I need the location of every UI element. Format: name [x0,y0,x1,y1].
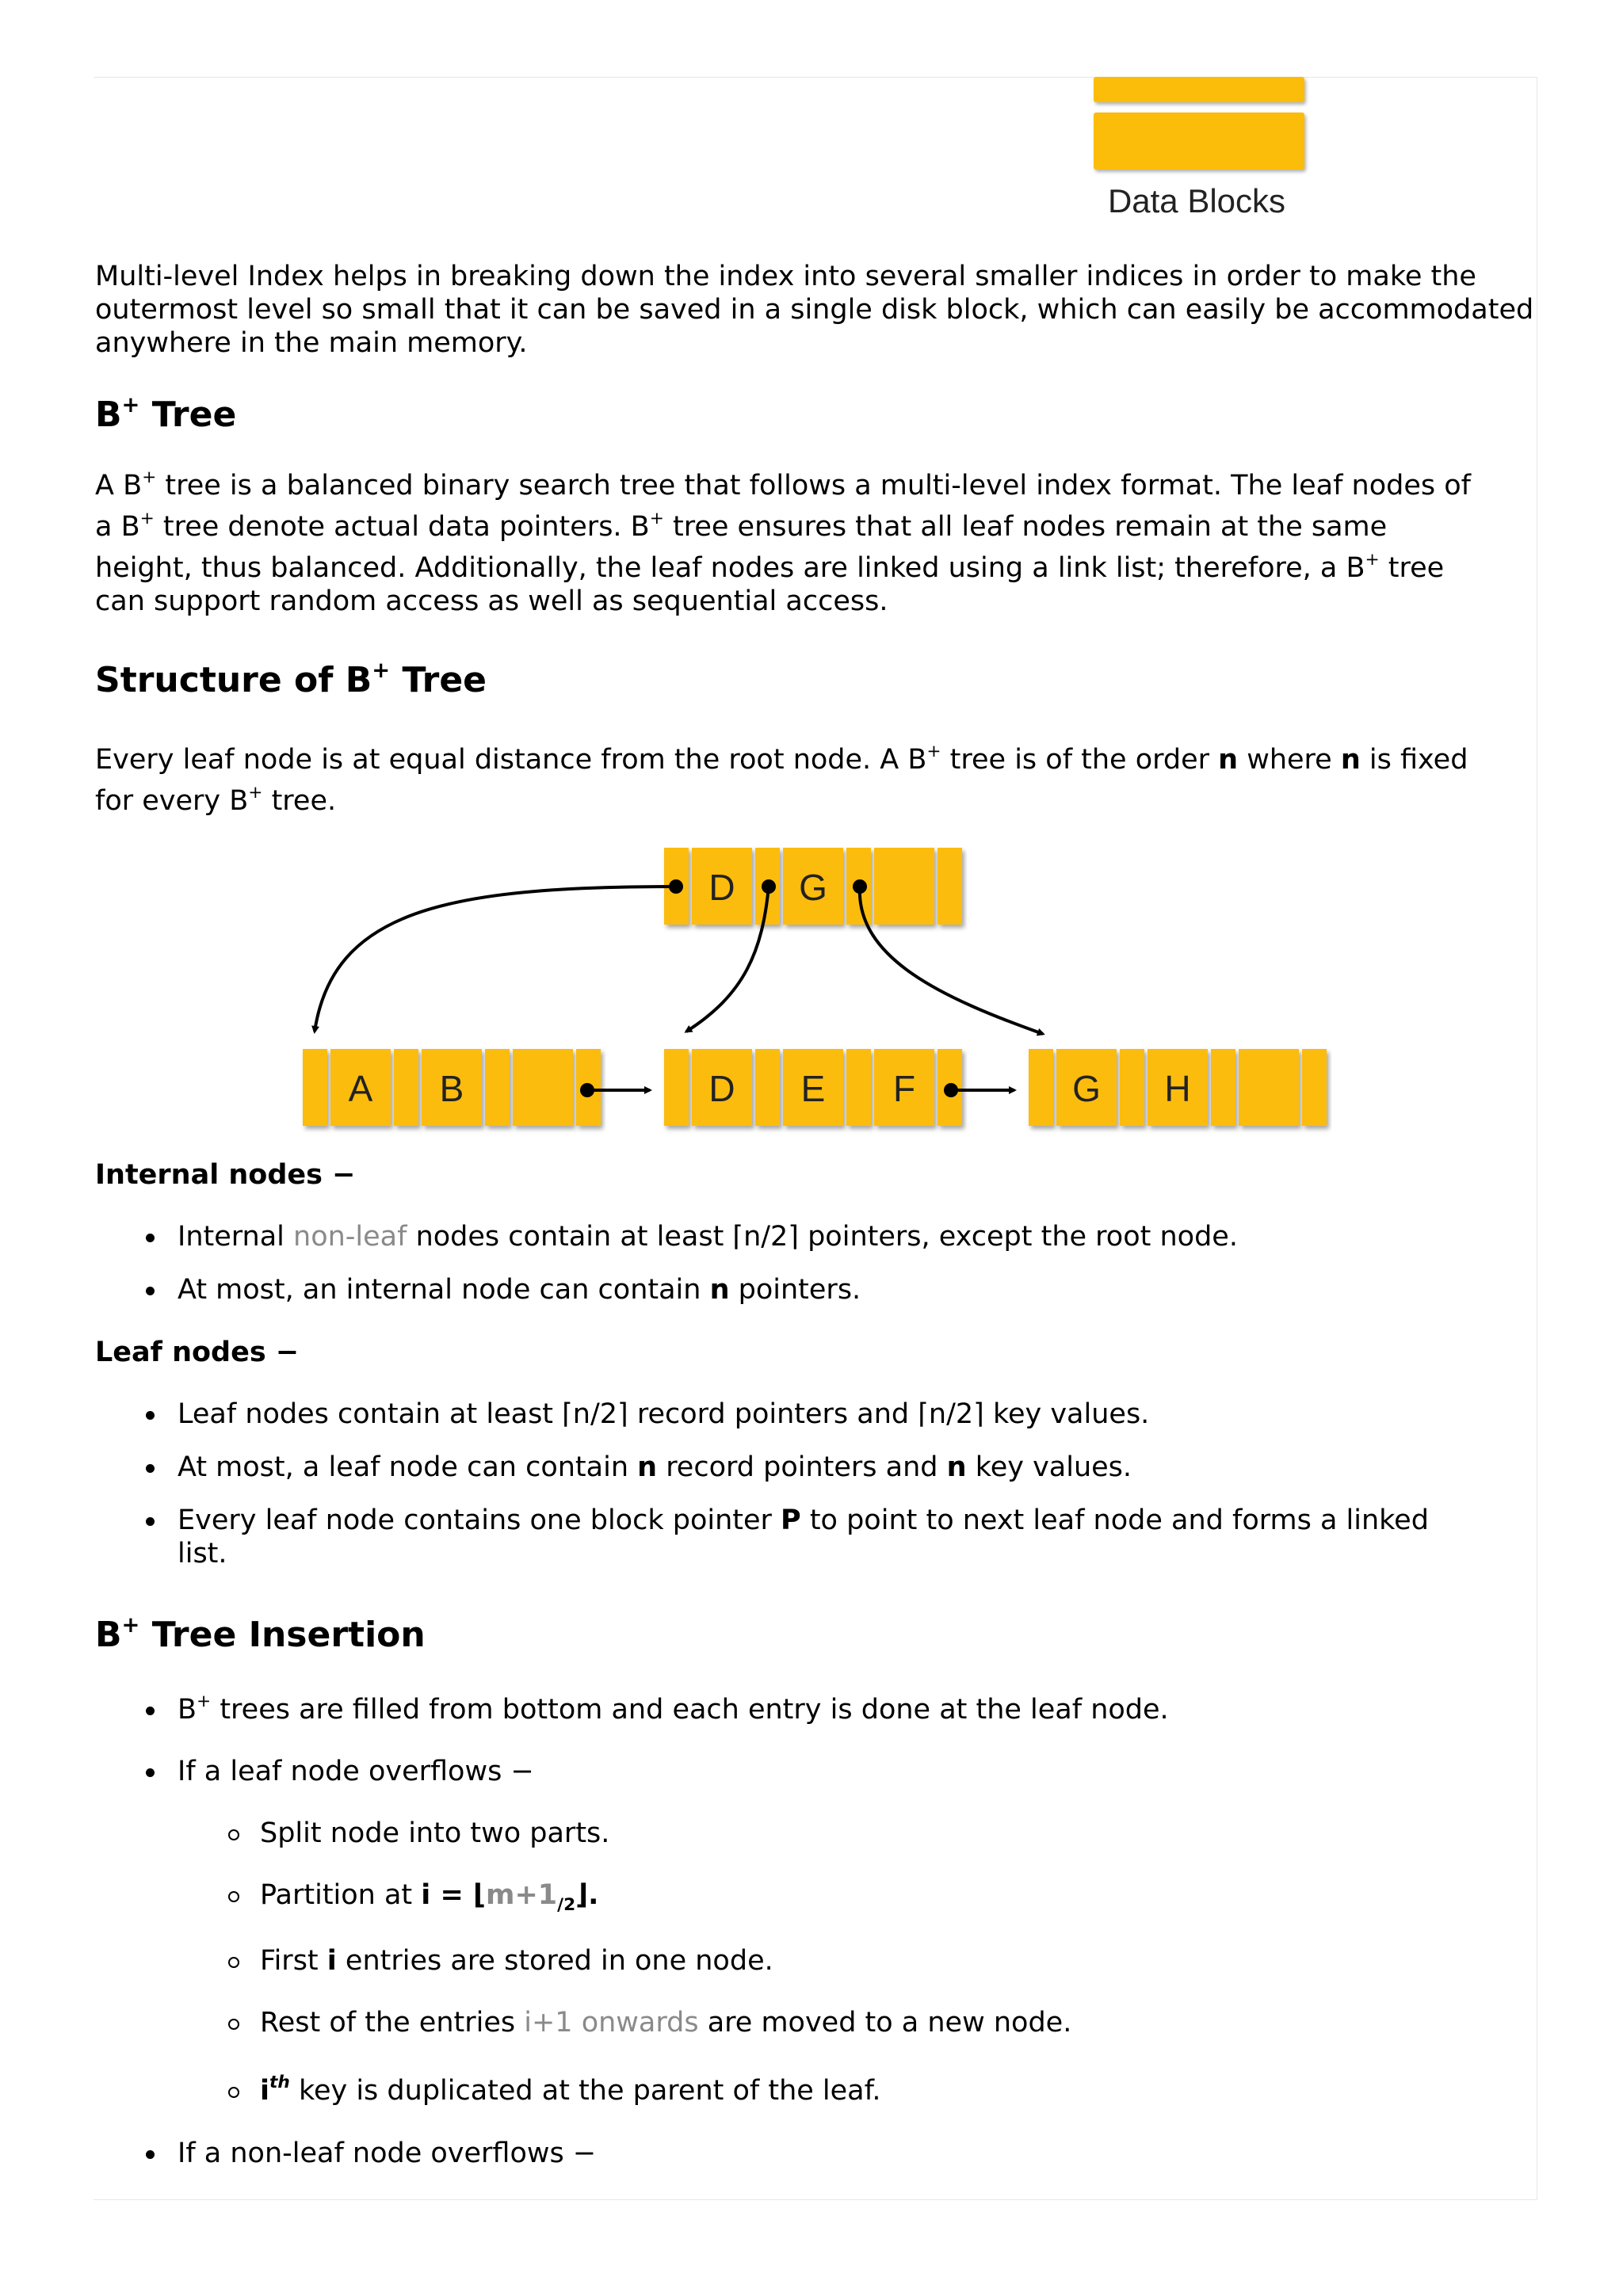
root-key-cell [874,848,934,925]
internal-nodes-list [95,1220,1545,1306]
leaf-node-1 [303,1049,601,1126]
leaf-pointer-cell [485,1049,510,1126]
leaf-pointer-cell [1029,1049,1053,1126]
bullet-icon [146,2150,155,2159]
leaf-nodes-list [95,1398,1545,1570]
structure-line-1: Every leaf node is at equal distance from the root node. A B+ tree is of the order n where n is fixed [95,742,1468,776]
sub-list-item: Split node into two parts. [95,1817,1528,1850]
bplus-tree-heading: B+ Tree [95,392,237,435]
leaf2-key-1: D [708,1068,735,1109]
leaf-next-pointer-cell [1302,1049,1327,1126]
bullet-icon [146,1234,155,1242]
data-blocks-caption: Data Blocks [1107,182,1286,219]
leaf-pointer-cell [755,1049,780,1126]
leaf-node-2 [664,1049,962,1126]
circle-bullet-icon [228,1829,239,1840]
leaf3-key-1: G [1072,1068,1101,1109]
bullet-icon [146,1768,155,1777]
leaf-pointer-cell [303,1049,327,1126]
circle-bullet-icon [228,1891,239,1902]
leaf-pointer-cell [1211,1049,1235,1126]
leaf-pointer-cell [846,1049,871,1126]
leaf2-key-3: F [892,1068,916,1109]
bullet-icon [146,1464,155,1473]
leaf1-key-2: B [439,1068,464,1109]
bplus-line-2: a B+ tree denote actual data pointers. B+ tree ensures that all leaf nodes remain at the same [95,509,1388,543]
bullet-icon [146,1707,155,1715]
intro-paragraph: Multi-level Index helps in breaking down the index into several smaller indices in order to make the outermost level so small that it can be saved in a single disk block, which can easily be accommodated anywhere in the main memory. [95,261,1534,359]
root-node [664,848,962,925]
root-key-2: G [799,867,827,908]
bplus-line-4: can support random access as well as sequential access. [95,585,888,617]
circle-bullet-icon [228,2019,239,2030]
internal-nodes-heading: Internal nodes − [95,1159,356,1191]
insertion-heading: B+ Tree Insertion [95,1612,426,1655]
bplus-line-3: height, thus balanced. Additionally, the leaf nodes are linked using a link list; therefore, a B+ tree [95,550,1445,584]
sub-list-item: Partition at $i = ⌊m+1_{/2}⌋$. [95,1878,1528,1916]
leaf-pointer-cell [1120,1049,1144,1126]
list-item: At most, a leaf node can contain n record pointers and n key values. [178,1451,1132,1483]
leaf3-key-2: H [1164,1068,1191,1109]
root-pointer-cell [938,848,962,925]
circle-bullet-icon [228,2087,239,2098]
list-item: Leaf nodes contain at least ⌈n/2⌉ record pointers and ⌈n/2⌉ key values. [178,1398,1150,1430]
leaf1-key-1: A [348,1068,373,1109]
list-item: Internal non-leaf nodes contain at least ⌈n/2⌉ pointers, except the root node. [95,1220,1545,1253]
leaf2-key-2: E [800,1068,826,1109]
bullet-icon [146,1287,155,1295]
leaf-node-3 [1029,1049,1327,1126]
sub-list-item: $i^{th}$ key is duplicated at the parent of the leaf. [95,2074,1528,2107]
list-item: At most, an internal node can contain n pointers. [95,1273,1545,1306]
list-item: B+ trees are filled from bottom and each entry is done at the leaf node. [95,1693,1525,1726]
sub-list-item: First i entries are stored in one node. [95,1944,1528,1978]
list-item: If a leaf node overflows − [95,1755,1525,1788]
list-item: If a non-leaf node overflows − [95,2137,1525,2170]
root-to-leaf1-arrow [315,887,676,1032]
structure-heading: Structure of B+ Tree [95,658,487,700]
sub-list-item: Rest of the entries i+1 onwards are moved to a new node. [95,2006,1528,2039]
bplus-line-1: A B+ tree is a balanced binary search tree that follows a multi-level index format. The leaf nodes of [95,467,1471,502]
leaf-pointer-cell [664,1049,689,1126]
structure-line-2: for every B+ tree. [95,783,337,817]
leaf-key-cell [513,1049,573,1126]
leaf-nodes-heading: Leaf nodes − [95,1337,300,1368]
bullet-icon [146,1411,155,1420]
bullet-icon [146,1517,155,1526]
leaf-pointer-cell [394,1049,418,1126]
circle-bullet-icon [228,1957,239,1968]
list-item: Every leaf node contains one block pointer P to point to next leaf node and forms a linked list. [178,1505,1429,1569]
root-key-1: D [708,867,735,908]
leaf-key-cell [1239,1049,1299,1126]
